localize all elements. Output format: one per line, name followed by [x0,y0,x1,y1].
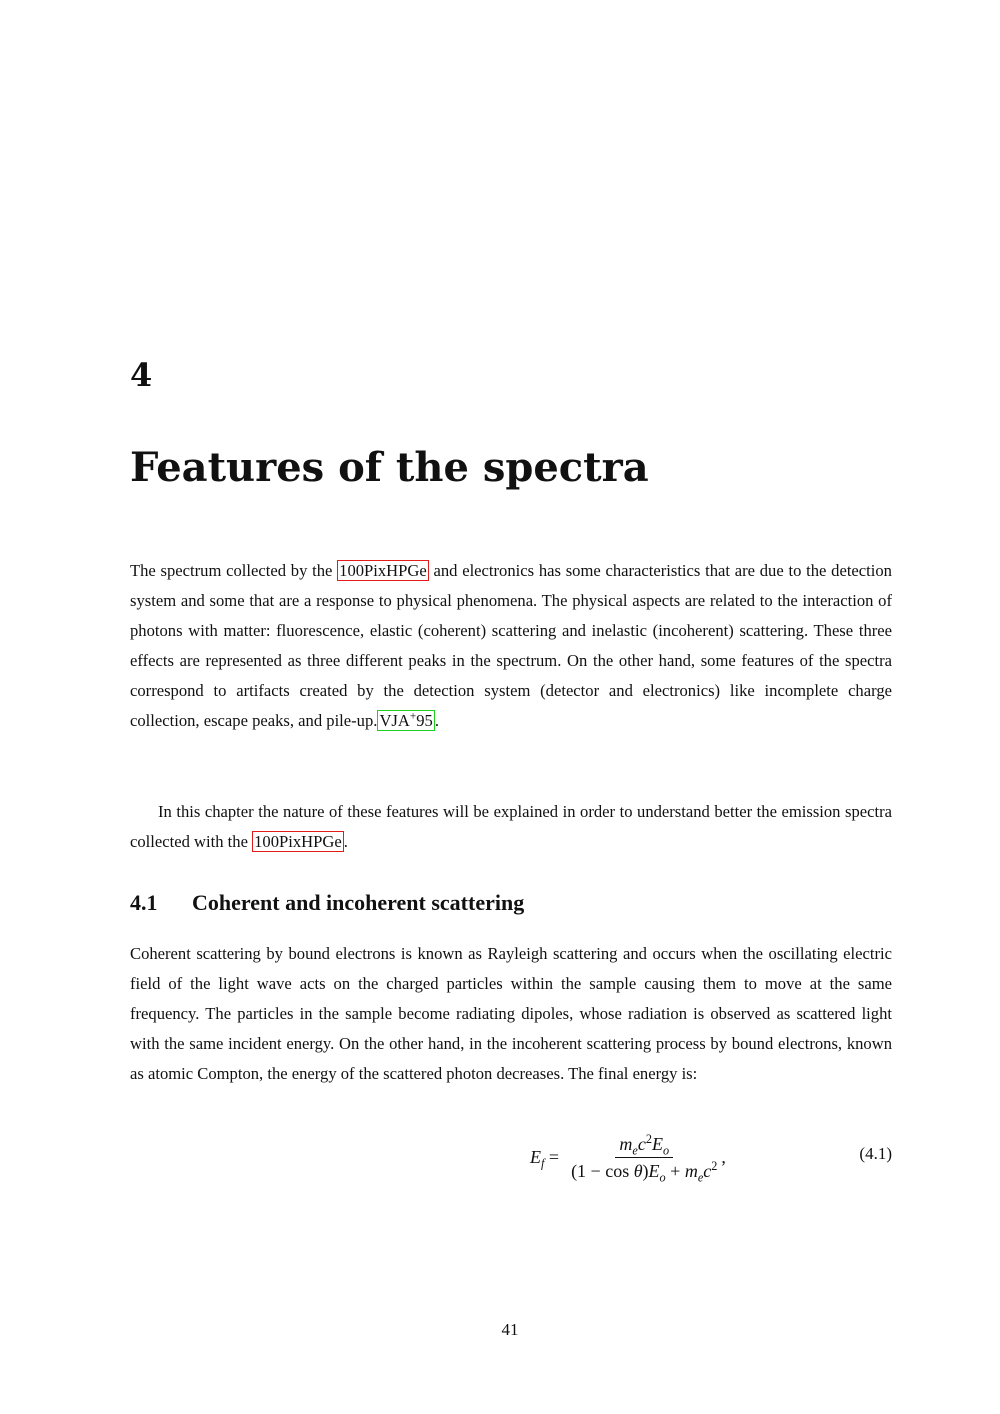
paragraph-text: In this chapter the nature of these features will be explained in order to understand better the emission spectra collected with the [130,802,892,851]
paragraph-intro [130,556,892,736]
section-number: 4.1 [130,890,158,915]
chapter-title: Features of the spectra [130,444,649,491]
paragraph-scattering: Coherent scattering by bound electrons is known as Rayleigh scattering and occurs when the oscillating electric field of the light wave acts on the charged particles within the sample causing them to move at the same frequency. The particles in the sample become radiating dipoles, whose radiation is observed as scattered light with the same incident energy. On the other hand, in the incoherent scattering process by bound electrons, known as atomic Compton, the energy of the scattered photon decreases. The final energy is: [130,944,892,1083]
paragraph-text: . [343,832,348,851]
paragraph-chapter-overview [130,797,892,857]
paragraph-text: . [434,711,439,730]
paragraph-text: The spectrum collected by the [130,561,338,580]
chapter-number: 4 [130,356,153,394]
equation-label: (4.1) [859,1144,892,1163]
equation-comma: , [721,1146,726,1167]
acronym-link-100pixhpge[interactable]: 100PixHPGe [339,561,427,580]
citation-link-vja95[interactable] [377,710,434,731]
equation-fraction [567,1131,721,1185]
page-number: 41 [501,1320,519,1339]
acronym-link-100pixhpge[interactable]: 100PixHPGe [254,832,342,851]
equation-body [530,1130,726,1184]
equation-lhs: $E_f$ = [530,1146,560,1171]
citation-year: 95 [416,711,433,730]
section-heading [130,886,524,920]
citation-sup: + [409,710,417,723]
equation-denominator: $(1 - \cos \theta)E_o + m_ec^2$ [571,1158,718,1185]
equation-4-1 [130,1130,892,1184]
citation-base: VJA [379,711,410,730]
section-title: Coherent and incoherent scattering [192,890,525,915]
equation-numerator: $m_ec^2E_o$ [615,1133,673,1158]
paragraph-text: and electronics has some characteristics that are due to the detection system and some that are a response to physical phenomena. The physical aspects are related to the interaction of photons with matter: fluorescence, elastic (coherent) scattering and inelastic (incoherent) scattering. These three effects are represented as three different peaks in the spectrum. On the other hand, some features of the spectra correspond to artifacts created by the detection system (detector and electronics) like incomplete charge collection, escape peaks, and pile-up. [130,561,892,730]
